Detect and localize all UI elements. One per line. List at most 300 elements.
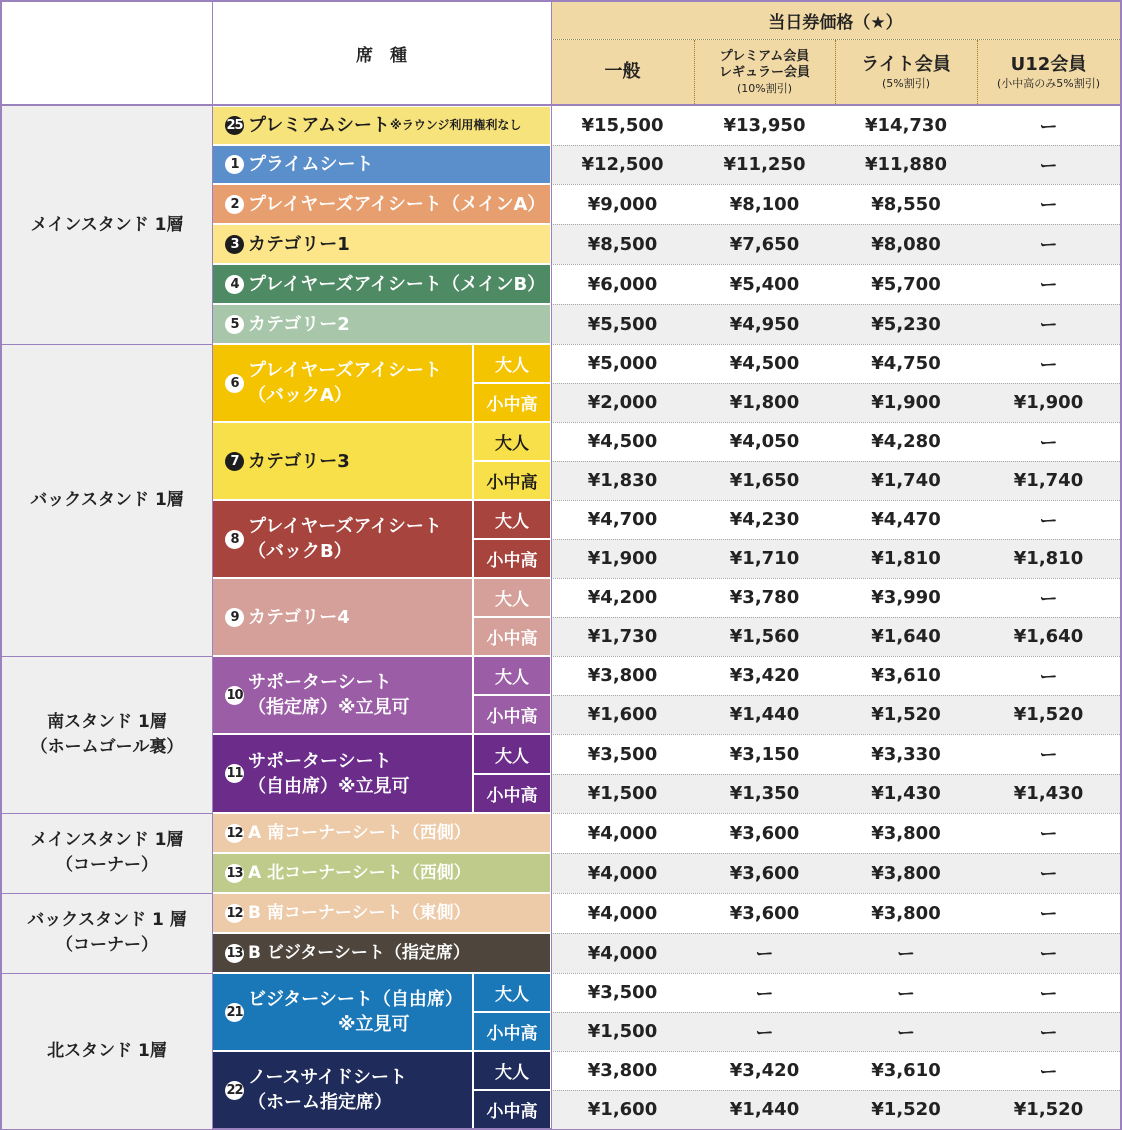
price-value: ¥4,500 bbox=[587, 431, 658, 452]
seat-number-badge: 8 bbox=[225, 530, 244, 549]
row-divider bbox=[551, 617, 1120, 618]
seat-type-header bbox=[212, 2, 551, 104]
stand-label: 南スタンド 1層 （ホームゴール裏） bbox=[30, 711, 184, 757]
price-value: ¥3,150 bbox=[729, 743, 800, 765]
price-cell bbox=[977, 422, 1120, 461]
price-cell bbox=[694, 1012, 835, 1051]
age-child: 小中高 bbox=[486, 786, 538, 806]
price-cell bbox=[551, 1051, 694, 1090]
age-child: 小中高 bbox=[486, 707, 538, 727]
price-cell bbox=[835, 656, 977, 695]
age-cell bbox=[474, 462, 550, 499]
price-cell bbox=[694, 383, 835, 422]
price-cell bbox=[835, 184, 977, 224]
row-divider bbox=[551, 578, 1120, 579]
price-value: ¥4,000 bbox=[587, 862, 658, 884]
row-divider bbox=[551, 893, 1120, 894]
price-unavailable: ー bbox=[1039, 1061, 1058, 1083]
price-value: ¥1,710 bbox=[729, 548, 800, 569]
row-divider bbox=[551, 224, 1120, 225]
age-divider bbox=[474, 1012, 550, 1013]
price-cell bbox=[835, 1012, 977, 1051]
row-divider bbox=[551, 539, 1120, 540]
price-cell bbox=[835, 500, 977, 539]
price-value: ¥1,440 bbox=[729, 1099, 800, 1120]
seat-cell bbox=[213, 934, 550, 972]
price-unavailable: ー bbox=[1039, 983, 1058, 1005]
price-cell bbox=[694, 853, 835, 893]
price-cell bbox=[977, 383, 1120, 422]
price-unavailable: ー bbox=[1039, 904, 1058, 925]
price-cell bbox=[977, 304, 1120, 344]
age-cell bbox=[474, 540, 550, 577]
price-cell bbox=[977, 734, 1120, 774]
price-value: ¥1,900 bbox=[871, 392, 941, 413]
seat-number-badge: 11 bbox=[226, 766, 243, 781]
seat-cell bbox=[213, 225, 550, 263]
stand-label-cell bbox=[2, 893, 212, 973]
price-value: ¥3,600 bbox=[729, 822, 800, 844]
stand-column-border bbox=[212, 2, 213, 1129]
price-cell bbox=[835, 1090, 977, 1129]
row-divider bbox=[551, 973, 1120, 974]
price-value: ¥6,000 bbox=[587, 273, 658, 295]
seat-cell bbox=[213, 185, 550, 223]
seat-name: ビジターシート（自由席） ※立見可 bbox=[248, 989, 463, 1035]
price-value: ¥14,730 bbox=[865, 115, 947, 136]
price-cell bbox=[551, 656, 694, 695]
row-divider bbox=[551, 422, 1120, 423]
price-group-label: 当日券価格（★） bbox=[768, 13, 903, 33]
row-divider bbox=[551, 461, 1120, 462]
price-cell bbox=[977, 145, 1120, 184]
price-value: ¥1,520 bbox=[1013, 704, 1084, 725]
light-header bbox=[835, 40, 977, 104]
price-cell bbox=[835, 106, 977, 145]
price-cell bbox=[694, 106, 835, 145]
price-cell bbox=[977, 695, 1120, 734]
price-cell bbox=[694, 184, 835, 224]
price-cell bbox=[694, 344, 835, 383]
price-value: ¥3,600 bbox=[729, 902, 800, 924]
age-divider bbox=[474, 695, 550, 696]
seat-number-badge: 21 bbox=[226, 1004, 243, 1020]
age-cell bbox=[474, 579, 550, 616]
price-cell bbox=[551, 695, 694, 734]
seat-name: カテゴリー4 bbox=[248, 606, 350, 628]
price-unavailable: ー bbox=[755, 1022, 774, 1044]
u12-header-note: (小中高のみ5%割引) bbox=[996, 76, 1101, 90]
price-value: ¥1,810 bbox=[871, 548, 941, 569]
header-column-divider bbox=[835, 40, 836, 104]
age-adult: 大人 bbox=[495, 512, 529, 532]
price-cell bbox=[835, 774, 977, 813]
price-value: ¥5,700 bbox=[871, 273, 941, 295]
price-cell bbox=[977, 264, 1120, 304]
price-value: ¥1,830 bbox=[587, 470, 658, 491]
price-value: ¥3,610 bbox=[871, 1060, 941, 1081]
price-value: ¥1,800 bbox=[729, 392, 800, 413]
price-value: ¥3,330 bbox=[871, 743, 941, 765]
price-cell bbox=[977, 617, 1120, 656]
price-cell bbox=[694, 1051, 835, 1090]
price-value: ¥1,740 bbox=[1013, 470, 1084, 491]
price-cell bbox=[694, 264, 835, 304]
price-value: ¥4,000 bbox=[587, 902, 658, 924]
price-cell bbox=[694, 1090, 835, 1129]
seat-name: B 南コーナーシート（東側） bbox=[248, 902, 471, 923]
seat-number-badge: 22 bbox=[226, 1082, 243, 1098]
price-cell bbox=[551, 853, 694, 893]
general-header-label: 一般 bbox=[604, 61, 641, 82]
price-value: ¥1,350 bbox=[729, 783, 800, 804]
seat-number-badge: 5 bbox=[225, 315, 244, 334]
price-cell bbox=[835, 145, 977, 184]
seat-name: サポーターシート （指定席）※立見可 bbox=[248, 672, 410, 718]
age-cell bbox=[474, 345, 550, 382]
stand-label: メインスタンド 1層 bbox=[30, 214, 184, 235]
seat-cell bbox=[213, 854, 550, 892]
age-cell bbox=[474, 1052, 550, 1089]
price-value: ¥4,470 bbox=[871, 509, 941, 530]
age-adult: 大人 bbox=[495, 590, 529, 610]
price-value: ¥4,200 bbox=[587, 587, 658, 608]
price-cell bbox=[835, 933, 977, 973]
price-unavailable: ー bbox=[1039, 354, 1058, 376]
age-adult: 大人 bbox=[495, 746, 529, 767]
price-cell bbox=[977, 539, 1120, 578]
price-cell bbox=[977, 853, 1120, 893]
price-value: ¥1,600 bbox=[587, 1099, 658, 1120]
price-cell bbox=[835, 383, 977, 422]
price-unavailable: ー bbox=[897, 1022, 915, 1044]
seat-name: プレイヤーズアイシート （バックA） bbox=[248, 360, 442, 406]
seat-name: カテゴリー2 bbox=[248, 313, 350, 335]
price-cell bbox=[694, 734, 835, 774]
price-cell bbox=[551, 304, 694, 344]
price-value: ¥1,900 bbox=[587, 548, 658, 569]
age-adult: 大人 bbox=[495, 1063, 529, 1083]
price-value: ¥2,000 bbox=[587, 392, 658, 413]
price-value: ¥4,500 bbox=[729, 353, 800, 374]
price-cell bbox=[694, 813, 835, 853]
price-cell bbox=[551, 933, 694, 973]
seat-name: A 北コーナーシート（西側） bbox=[248, 862, 471, 883]
price-value: ¥5,000 bbox=[587, 353, 658, 374]
price-unavailable: ー bbox=[897, 944, 915, 965]
price-cell bbox=[551, 422, 694, 461]
price-unavailable: ー bbox=[1039, 315, 1058, 336]
price-value: ¥4,230 bbox=[729, 509, 800, 530]
seat-name: プレイヤーズアイシート （バックB） bbox=[248, 516, 442, 562]
price-value: ¥1,560 bbox=[729, 626, 800, 647]
price-value: ¥3,420 bbox=[729, 665, 800, 686]
price-value: ¥1,810 bbox=[1013, 548, 1084, 569]
row-divider bbox=[551, 500, 1120, 501]
header-column-divider bbox=[977, 40, 978, 104]
age-adult: 大人 bbox=[495, 356, 529, 376]
price-unavailable: ー bbox=[1039, 864, 1058, 885]
price-cell bbox=[977, 578, 1120, 617]
price-cell bbox=[977, 893, 1120, 933]
price-cell bbox=[694, 774, 835, 813]
price-cell bbox=[694, 224, 835, 264]
price-cell bbox=[835, 853, 977, 893]
price-cell bbox=[977, 224, 1120, 264]
u12-header bbox=[977, 40, 1120, 104]
seat-cell bbox=[213, 107, 550, 144]
seat-cell bbox=[213, 501, 472, 577]
price-cell bbox=[977, 973, 1120, 1012]
price-group-header bbox=[551, 2, 1120, 39]
price-value: ¥1,730 bbox=[587, 626, 658, 647]
seat-name: プライムシート bbox=[248, 154, 374, 175]
price-value: ¥3,800 bbox=[587, 1060, 658, 1081]
price-cell bbox=[694, 539, 835, 578]
price-value: ¥8,100 bbox=[729, 193, 800, 215]
row-divider bbox=[551, 933, 1120, 934]
price-cell bbox=[977, 500, 1120, 539]
seat-number-badge: 2 bbox=[225, 195, 244, 214]
seat-number-badge: 6 bbox=[225, 374, 244, 393]
price-value: ¥7,650 bbox=[729, 233, 800, 255]
price-unavailable: ー bbox=[1039, 824, 1058, 845]
age-child: 小中高 bbox=[486, 1102, 538, 1122]
stand-label: バックスタンド 1層 bbox=[30, 489, 184, 510]
price-value: ¥8,500 bbox=[587, 233, 658, 255]
seat-cell bbox=[213, 265, 550, 303]
price-cell bbox=[694, 656, 835, 695]
price-cell bbox=[835, 224, 977, 264]
price-value: ¥3,500 bbox=[587, 743, 658, 765]
stand-label: バックスタンド 1 層 （コーナー） bbox=[27, 910, 187, 955]
row-divider bbox=[551, 184, 1120, 185]
age-cell bbox=[474, 423, 550, 460]
stand-divider bbox=[2, 344, 212, 345]
seat-name: B ビジターシート（指定席） bbox=[248, 942, 470, 963]
price-unavailable: ー bbox=[1039, 1022, 1058, 1044]
price-cell bbox=[977, 1051, 1120, 1090]
age-child: 小中高 bbox=[486, 473, 538, 493]
price-cell bbox=[977, 933, 1120, 973]
price-value: ¥4,950 bbox=[729, 313, 800, 335]
price-value: ¥8,550 bbox=[871, 193, 941, 215]
seat-note: ※ラウンジ利用権利なし bbox=[390, 118, 522, 132]
price-value: ¥11,880 bbox=[865, 154, 947, 175]
price-cell bbox=[694, 422, 835, 461]
age-child: 小中高 bbox=[486, 551, 538, 571]
seat-name: カテゴリー3 bbox=[248, 450, 350, 472]
price-unavailable: ー bbox=[1039, 155, 1058, 177]
age-cell bbox=[474, 1013, 550, 1050]
price-cell bbox=[977, 106, 1120, 145]
price-value: ¥1,600 bbox=[587, 704, 658, 725]
seat-cell bbox=[213, 579, 472, 655]
price-value: ¥3,610 bbox=[871, 665, 941, 686]
seat-cell bbox=[213, 1052, 472, 1128]
price-value: ¥3,800 bbox=[587, 665, 658, 686]
row-divider bbox=[551, 813, 1120, 814]
price-value: ¥3,800 bbox=[871, 862, 941, 884]
price-value: ¥1,430 bbox=[1013, 783, 1084, 804]
seat-cell bbox=[213, 814, 550, 852]
price-value: ¥9,000 bbox=[587, 193, 658, 215]
row-divider bbox=[551, 774, 1120, 775]
row-divider bbox=[551, 383, 1120, 384]
price-value: ¥3,500 bbox=[587, 982, 658, 1003]
seat-number-badge: 3 bbox=[225, 235, 244, 254]
seat-name: プレイヤーズアイシート（メインA） bbox=[248, 193, 546, 215]
price-cell bbox=[551, 383, 694, 422]
price-cell bbox=[835, 422, 977, 461]
seat-number-badge: 12 bbox=[226, 825, 243, 841]
price-cell bbox=[694, 145, 835, 184]
price-unavailable: ー bbox=[897, 983, 915, 1005]
price-value: ¥1,520 bbox=[1013, 1099, 1084, 1120]
price-value: ¥3,990 bbox=[871, 587, 941, 608]
price-value: ¥13,950 bbox=[723, 115, 806, 136]
premium-regular-header-label: プレミアム会員 レギュラー会員 bbox=[718, 48, 810, 80]
age-child: 小中高 bbox=[486, 629, 538, 649]
seat-number-badge: 13 bbox=[226, 945, 243, 961]
price-cell bbox=[551, 578, 694, 617]
price-cell bbox=[694, 973, 835, 1012]
price-unavailable: ー bbox=[1039, 195, 1058, 216]
price-unavailable: ー bbox=[1039, 745, 1058, 766]
price-cell bbox=[977, 1012, 1120, 1051]
age-child: 小中高 bbox=[486, 1024, 538, 1044]
age-divider bbox=[474, 461, 550, 462]
price-cell bbox=[977, 813, 1120, 853]
price-cell bbox=[551, 1090, 694, 1129]
seat-name: カテゴリー1 bbox=[248, 233, 350, 255]
price-cell bbox=[551, 774, 694, 813]
seat-number-badge: 7 bbox=[225, 452, 244, 471]
price-cell bbox=[835, 578, 977, 617]
price-cell bbox=[835, 617, 977, 656]
seat-name: サポーターシート （自由席）※立見可 bbox=[248, 750, 410, 797]
stand-label-cell bbox=[2, 344, 212, 656]
row-divider bbox=[551, 1012, 1120, 1013]
row-divider bbox=[551, 1051, 1120, 1052]
price-value: ¥4,280 bbox=[871, 431, 941, 452]
price-cell bbox=[694, 461, 835, 500]
price-unavailable: ー bbox=[1039, 116, 1058, 138]
price-cell bbox=[835, 461, 977, 500]
price-unavailable: ー bbox=[1039, 588, 1058, 610]
seat-number-badge: 10 bbox=[226, 687, 243, 703]
price-value: ¥3,780 bbox=[729, 587, 800, 608]
price-value: ¥3,800 bbox=[871, 902, 941, 924]
price-cell bbox=[551, 106, 694, 145]
price-unavailable: ー bbox=[1039, 275, 1058, 296]
price-value: ¥4,700 bbox=[587, 509, 658, 530]
stand-label: 北スタンド 1層 bbox=[47, 1040, 167, 1061]
price-value: ¥4,000 bbox=[587, 942, 658, 964]
age-child: 小中高 bbox=[486, 395, 538, 415]
u12-header-label: U12会員 bbox=[1010, 53, 1087, 75]
row-divider bbox=[551, 145, 1120, 146]
stand-divider bbox=[2, 973, 212, 974]
price-cell bbox=[977, 774, 1120, 813]
row-divider bbox=[551, 656, 1120, 657]
premium-regular-header-note: (10%割引) bbox=[736, 81, 793, 95]
price-cell bbox=[694, 578, 835, 617]
price-value: ¥1,500 bbox=[587, 783, 658, 804]
header-column-divider bbox=[694, 40, 695, 104]
row-divider bbox=[551, 344, 1120, 345]
age-cell bbox=[474, 618, 550, 655]
age-divider bbox=[474, 1090, 550, 1091]
seat-number-badge: 1 bbox=[225, 155, 244, 174]
seat-type-label: 席 種 bbox=[356, 45, 407, 66]
row-divider bbox=[551, 304, 1120, 305]
general-header bbox=[551, 40, 694, 104]
seat-number-badge: 4 bbox=[225, 275, 244, 294]
seat-name: A 南コーナーシート（西側） bbox=[248, 822, 471, 843]
row-divider bbox=[551, 264, 1120, 265]
seat-number-badge: 13 bbox=[226, 865, 243, 881]
price-cell bbox=[835, 813, 977, 853]
price-value: ¥1,650 bbox=[729, 470, 800, 491]
price-cell bbox=[551, 539, 694, 578]
seat-cell bbox=[213, 423, 472, 499]
price-value: ¥1,640 bbox=[871, 626, 941, 647]
price-cell bbox=[835, 973, 977, 1012]
price-value: ¥4,050 bbox=[729, 431, 800, 452]
stand-label-cell bbox=[2, 813, 212, 893]
seat-cell bbox=[213, 345, 472, 421]
price-value: ¥1,500 bbox=[587, 1021, 658, 1042]
price-unavailable: ー bbox=[1039, 432, 1058, 454]
price-cell bbox=[694, 695, 835, 734]
price-cell bbox=[551, 734, 694, 774]
price-value: ¥3,600 bbox=[729, 862, 800, 884]
age-adult: 大人 bbox=[495, 985, 529, 1005]
price-cell bbox=[835, 304, 977, 344]
price-cell bbox=[551, 344, 694, 383]
seat-column-border bbox=[551, 2, 552, 1129]
age-cell bbox=[474, 974, 550, 1011]
seat-name: プレイヤーズアイシート（メインB） bbox=[248, 273, 546, 295]
seat-name: ノースサイドシート （ホーム指定席） bbox=[248, 1067, 407, 1113]
price-cell bbox=[551, 973, 694, 1012]
premium-regular-header bbox=[694, 40, 835, 104]
light-header-note: (5%割引) bbox=[881, 76, 931, 90]
price-cell bbox=[977, 344, 1120, 383]
price-cell bbox=[551, 500, 694, 539]
price-cell bbox=[551, 184, 694, 224]
seat-number-badge: 12 bbox=[226, 905, 243, 921]
age-cell bbox=[474, 735, 550, 773]
price-cell bbox=[694, 304, 835, 344]
price-cell bbox=[835, 264, 977, 304]
age-cell bbox=[474, 657, 550, 694]
price-value: ¥1,520 bbox=[871, 1099, 941, 1120]
price-cell bbox=[694, 933, 835, 973]
price-cell bbox=[551, 617, 694, 656]
price-cell bbox=[551, 893, 694, 933]
age-adult: 大人 bbox=[495, 434, 529, 454]
price-value: ¥12,500 bbox=[581, 154, 664, 175]
seat-number-badge: 25 bbox=[226, 118, 243, 133]
price-unavailable: ー bbox=[755, 944, 774, 965]
row-divider bbox=[551, 695, 1120, 696]
price-unavailable: ー bbox=[755, 983, 774, 1005]
price-cell bbox=[835, 539, 977, 578]
price-cell bbox=[551, 461, 694, 500]
price-cell bbox=[977, 461, 1120, 500]
